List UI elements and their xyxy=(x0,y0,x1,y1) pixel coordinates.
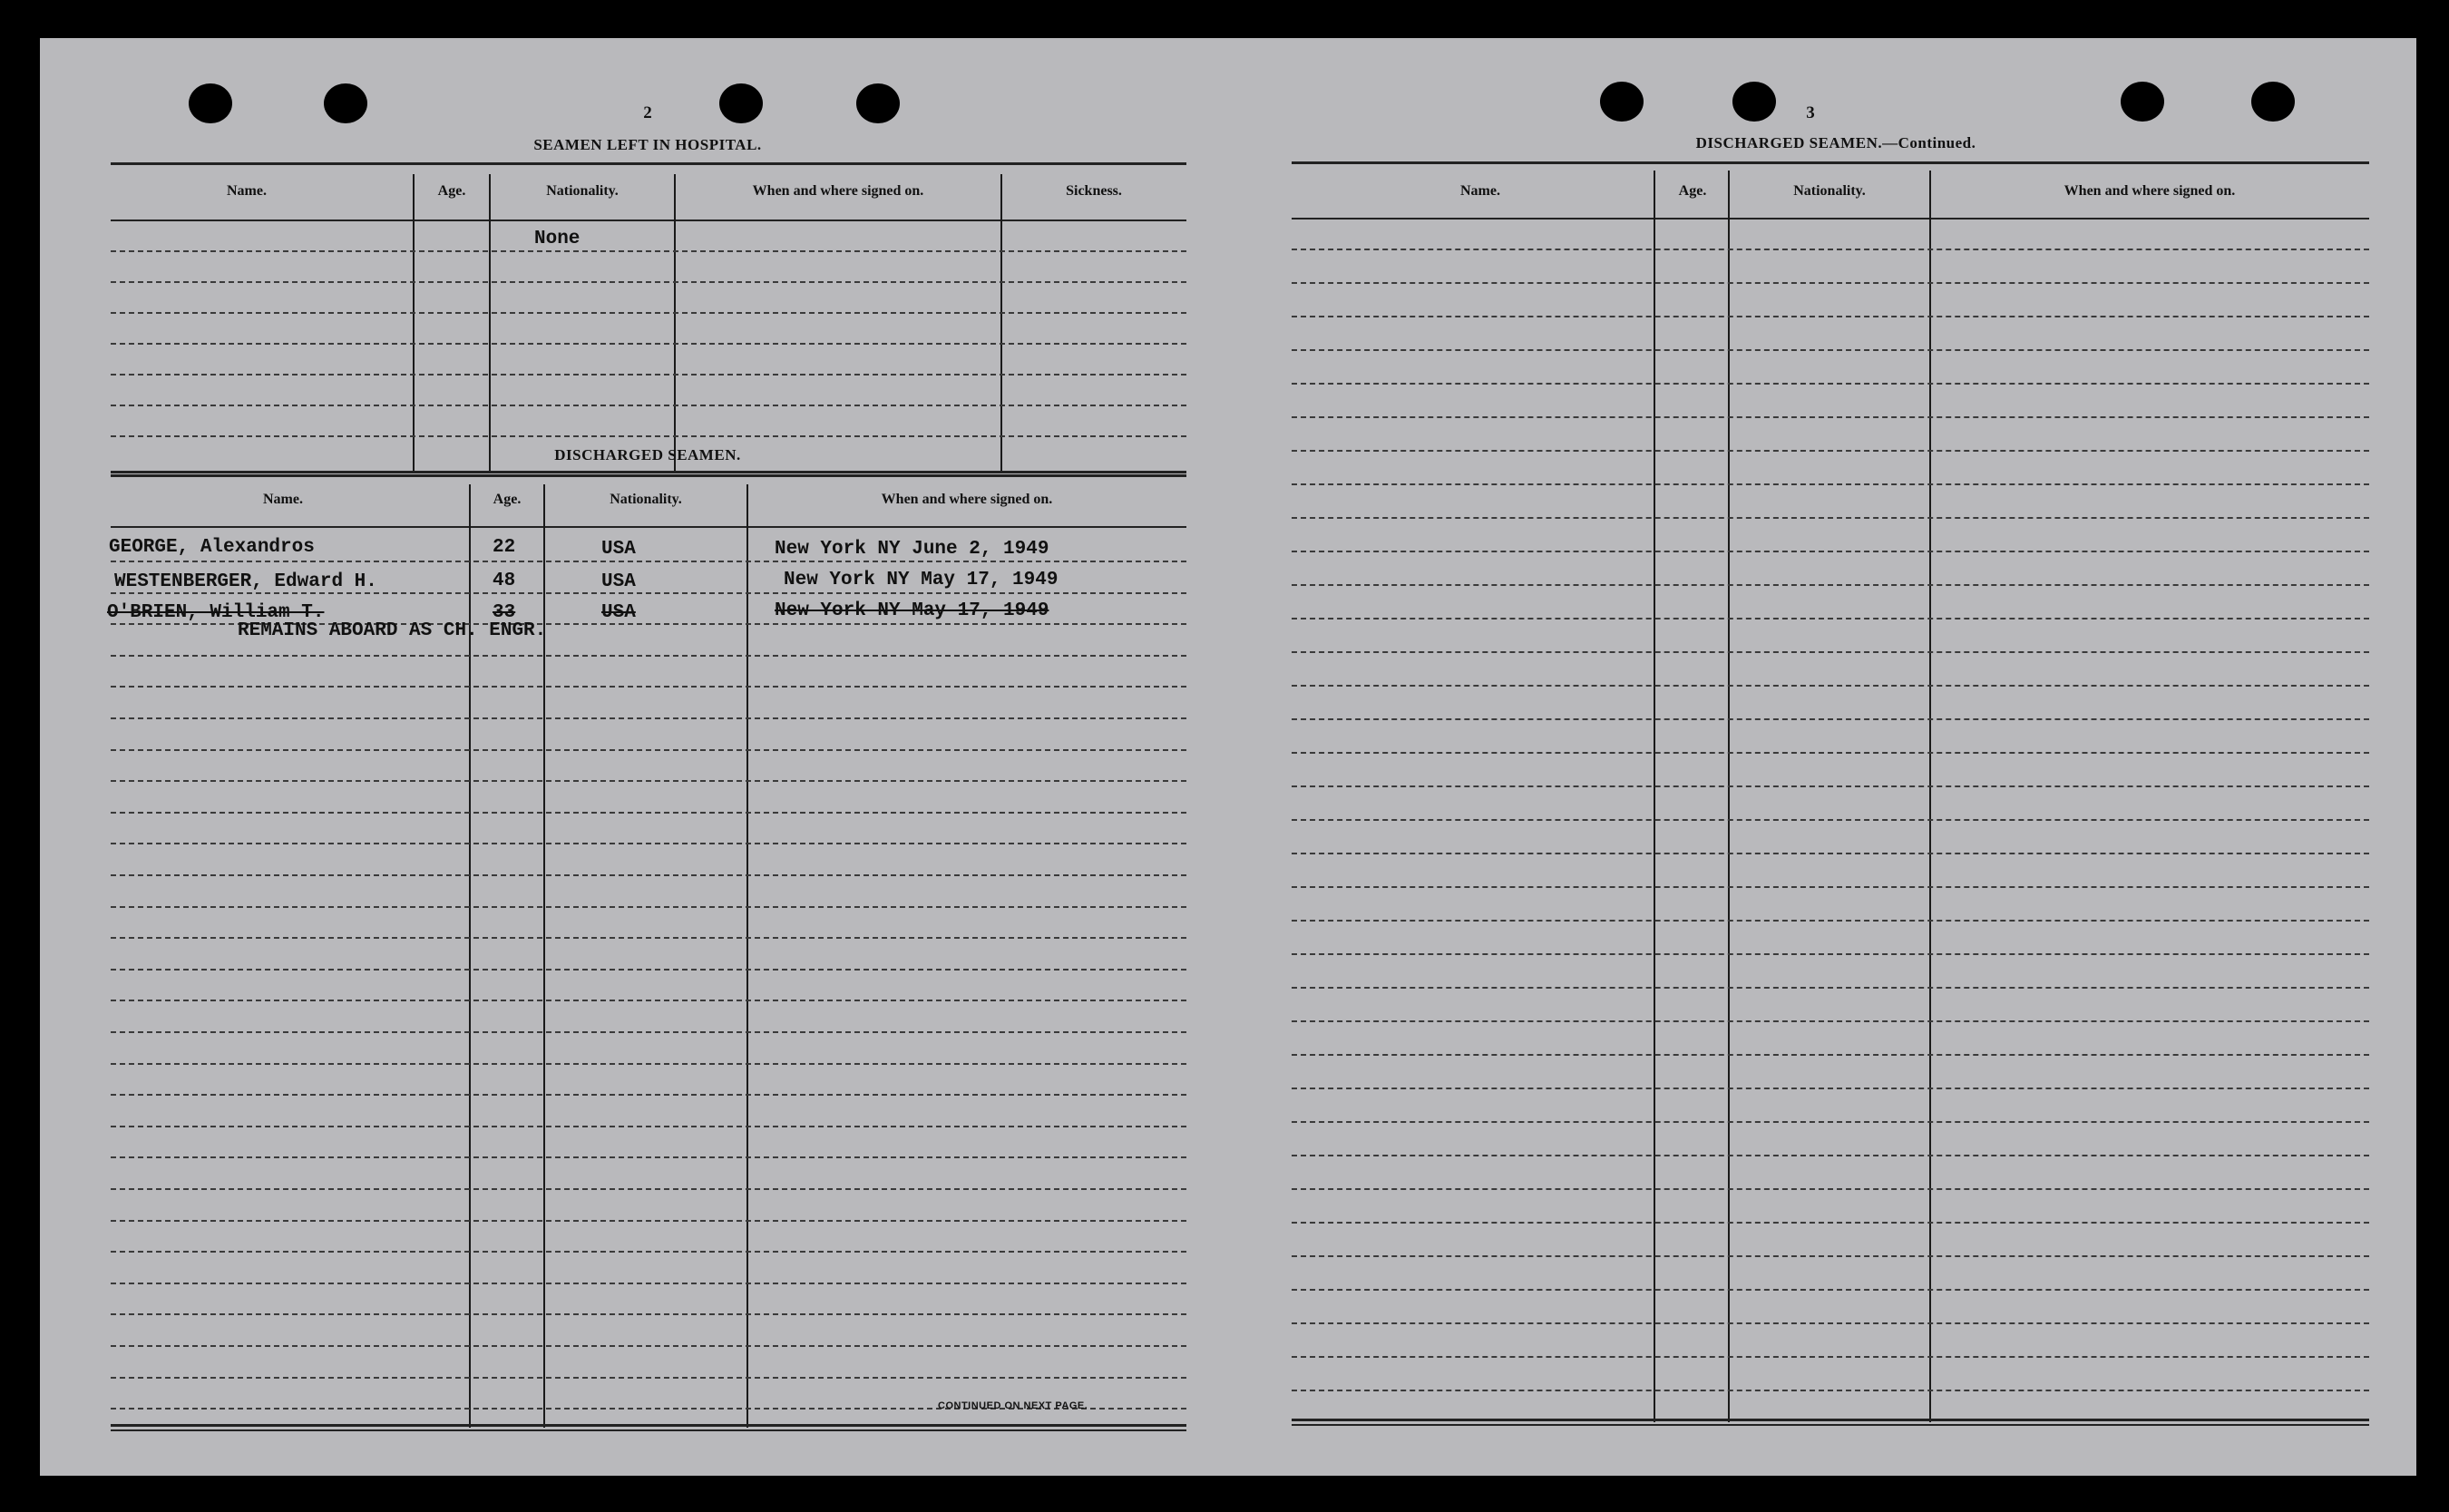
hospital-row-line xyxy=(111,312,1186,314)
row-line xyxy=(1292,316,2369,317)
right-bottom-rule xyxy=(1292,1419,2369,1421)
row-line xyxy=(111,1251,1186,1253)
right-col-signed-on: When and where signed on. xyxy=(2064,183,2236,199)
row-line xyxy=(1292,920,2369,922)
hospital-row-line xyxy=(111,435,1186,437)
right-header-rule xyxy=(1292,218,2369,219)
row-line xyxy=(111,1188,1186,1190)
row-line xyxy=(1292,1121,2369,1123)
row-line xyxy=(1292,987,2369,989)
page-number-right: 3 xyxy=(1806,103,1815,122)
right-divider xyxy=(1728,171,1730,1422)
row-line xyxy=(1292,1390,2369,1391)
row-line xyxy=(111,655,1186,657)
discharged-row-2-nationality: USA xyxy=(601,571,636,592)
punch-hole xyxy=(324,83,367,123)
row-line xyxy=(1292,517,2369,519)
hospital-divider xyxy=(674,174,676,473)
discharged-row-3-signed-on: New York NY May 17, 1949 xyxy=(775,600,1049,621)
punch-hole xyxy=(2121,82,2164,122)
document-sheet xyxy=(40,38,2416,1476)
discharged-remark: REMAINS ABOARD AS CH. ENGR. xyxy=(238,620,547,641)
right-divider xyxy=(1654,171,1655,1422)
hospital-entry: None xyxy=(534,229,581,249)
hospital-row-line xyxy=(111,343,1186,345)
punch-hole xyxy=(189,83,232,123)
discharged-row-3-name: O'BRIEN, William T. xyxy=(107,602,325,623)
hospital-divider xyxy=(413,174,415,473)
hospital-row-line xyxy=(111,405,1186,406)
right-col-age: Age. xyxy=(1678,183,1707,199)
punch-hole xyxy=(1600,82,1644,122)
continued-note: CONTINUED ON NEXT PAGE. xyxy=(938,1400,1088,1411)
hospital-row-line xyxy=(111,281,1186,283)
discharged-divider xyxy=(746,484,748,1428)
discharged-row-1-name: GEORGE, Alexandros xyxy=(109,537,315,558)
row-line xyxy=(111,1220,1186,1222)
row-line xyxy=(1292,483,2369,485)
row-line xyxy=(111,1283,1186,1284)
discharged-bottom-rule-2 xyxy=(111,1429,1186,1431)
hospital-header-rule xyxy=(111,219,1186,221)
row-line xyxy=(1292,1222,2369,1224)
discharged-header-rule xyxy=(111,526,1186,528)
discharged-section-title: DISCHARGED SEAMEN. xyxy=(554,446,741,463)
row-line xyxy=(111,1313,1186,1315)
row-line xyxy=(1292,618,2369,619)
row-line xyxy=(1292,249,2369,250)
row-line xyxy=(111,686,1186,688)
row-line xyxy=(111,1345,1186,1347)
discharged-row-1-nationality: USA xyxy=(601,539,636,560)
hospital-divider xyxy=(489,174,491,473)
punch-hole xyxy=(719,83,763,123)
row-line xyxy=(1292,1322,2369,1324)
row-line xyxy=(1292,819,2369,821)
discharged-row-1-age: 22 xyxy=(493,537,516,558)
hospital-section-title: SEAMEN LEFT IN HOSPITAL. xyxy=(533,136,762,153)
hospital-divider xyxy=(1000,174,1002,473)
row-line xyxy=(111,561,1186,562)
hospital-row-line xyxy=(111,250,1186,252)
discharged-top-rule xyxy=(111,474,1186,477)
row-line xyxy=(1292,785,2369,787)
hospital-top-rule xyxy=(111,162,1186,165)
discharged-row-2-name: WESTENBERGER, Edward H. xyxy=(114,571,377,592)
hospital-col-signed-on: When and where signed on. xyxy=(752,183,924,199)
row-line xyxy=(111,780,1186,782)
hospital-col-age: Age. xyxy=(437,183,466,199)
right-top-rule xyxy=(1292,161,2369,164)
row-line xyxy=(111,937,1186,939)
row-line xyxy=(1292,416,2369,418)
hospital-col-sickness: Sickness. xyxy=(1066,183,1122,199)
punch-hole xyxy=(2251,82,2295,122)
discharged-col-nationality: Nationality. xyxy=(610,492,682,507)
discharged-col-name: Name. xyxy=(263,492,303,507)
row-line xyxy=(111,717,1186,719)
row-line xyxy=(111,1000,1186,1001)
row-line xyxy=(1292,551,2369,552)
hospital-row-line xyxy=(111,374,1186,376)
discharged-row-3-nationality: USA xyxy=(601,602,636,623)
right-col-name: Name. xyxy=(1460,183,1500,199)
row-line xyxy=(1292,853,2369,854)
hospital-col-nationality: Nationality. xyxy=(546,183,619,199)
row-line xyxy=(1292,1289,2369,1291)
row-line xyxy=(111,812,1186,814)
row-line xyxy=(111,1094,1186,1096)
row-line xyxy=(1292,718,2369,720)
row-line xyxy=(111,969,1186,971)
row-line xyxy=(111,1031,1186,1033)
hospital-col-name: Name. xyxy=(227,183,267,199)
punch-hole xyxy=(1732,82,1776,122)
discharged-row-1-signed-on: New York NY June 2, 1949 xyxy=(775,539,1049,560)
row-line xyxy=(111,749,1186,751)
row-line xyxy=(1292,1188,2369,1190)
row-line xyxy=(1292,383,2369,385)
continued-section-title: DISCHARGED SEAMEN.—Continued. xyxy=(1695,134,1976,151)
discharged-row-3-age: 33 xyxy=(493,602,516,623)
row-line xyxy=(1292,651,2369,653)
discharged-bottom-rule xyxy=(111,1424,1186,1427)
discharged-row-2-signed-on: New York NY May 17, 1949 xyxy=(784,570,1059,590)
discharged-col-signed-on: When and where signed on. xyxy=(881,492,1053,507)
row-line xyxy=(1292,349,2369,351)
row-line xyxy=(111,1126,1186,1127)
row-line xyxy=(1292,1356,2369,1358)
row-line xyxy=(1292,752,2369,754)
row-line xyxy=(1292,1054,2369,1056)
right-col-nationality: Nationality. xyxy=(1793,183,1866,199)
row-line xyxy=(111,1156,1186,1158)
punch-hole xyxy=(856,83,900,123)
discharged-row-2-age: 48 xyxy=(493,571,516,591)
right-bottom-rule-2 xyxy=(1292,1424,2369,1426)
hospital-bottom-rule xyxy=(111,471,1186,473)
row-line xyxy=(1292,450,2369,452)
row-line xyxy=(1292,282,2369,284)
row-line xyxy=(1292,685,2369,687)
row-line xyxy=(1292,953,2369,955)
row-line xyxy=(1292,1088,2369,1089)
discharged-col-age: Age. xyxy=(493,492,522,507)
row-line xyxy=(111,1377,1186,1379)
row-line xyxy=(111,843,1186,844)
page-number-left: 2 xyxy=(643,103,652,122)
row-line xyxy=(1292,1020,2369,1022)
row-line xyxy=(1292,1155,2369,1156)
row-line xyxy=(1292,886,2369,888)
row-line xyxy=(111,906,1186,908)
row-line xyxy=(111,1063,1186,1065)
row-line xyxy=(1292,584,2369,586)
row-line xyxy=(111,874,1186,876)
right-divider xyxy=(1929,171,1931,1422)
row-line xyxy=(1292,1255,2369,1257)
